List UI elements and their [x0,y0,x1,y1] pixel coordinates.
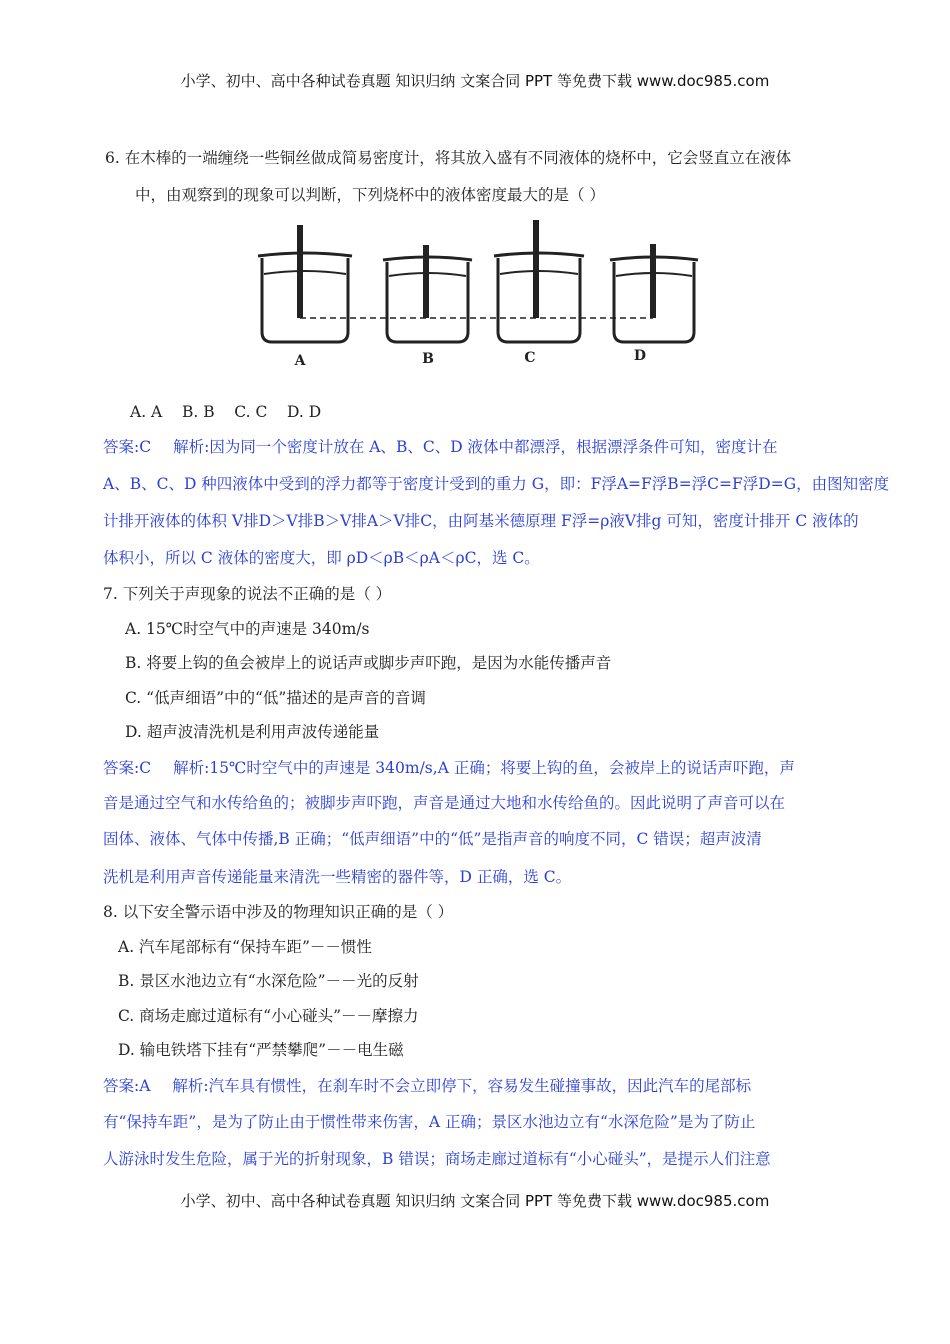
q8-option-d: D. 输电铁塔下挂有“严禁攀爬”－－电生磁 [118,1041,404,1059]
figure-label-d: D [633,348,647,364]
q7-option-c: C. “低声细语”中的“低”描述的是声音的音调 [125,689,426,707]
q7-answer-tag: 答案:C [103,759,152,777]
q8-analysis-line3: 人游泳时发生危险，属于光的折射现象，B 错误；商场走廊过道标有“小心碰头”，是提示人们注意 [103,1150,771,1168]
q7-option-a: A. 15℃时空气中的声速是 340m/s [125,620,370,638]
q8-option-c: C. 商场走廊过道标有“小心碰头”－－摩擦力 [118,1007,419,1025]
q6-analysis-line4: 体积小，所以 C 液体的密度大，即 ρD＜ρB＜ρA＜ρC，选 C。 [103,549,540,567]
beaker-c [494,220,584,342]
q8-option-b: B. 景区水池边立有“水深危险”－－光的反射 [118,972,419,990]
figure-label-b: B [422,351,434,367]
figure-label-c: C [524,350,536,366]
q6-analysis-line2: A、B、C、D 种四液体中受到的浮力都等于密度计受到的重力 G，即：F浮A=F浮B=浮C=F浮D=G，由图知密度 [103,475,890,493]
q7-analysis-line1: 解析:15℃时空气中的声速是 340m/s,A 正确；将要上钩的鱼，会被岸上的说话声吓跑，声 [173,759,795,777]
q8-analysis-line2: 有“保持车距”，是为了防止由于惯性带来伤害，A 正确；景区水池边立有“水深危险”是为了防止 [103,1113,756,1131]
q8-answer-tag: 答案:A [103,1077,151,1095]
q7-option-d: D. 超声波清洗机是利用声波传递能量 [125,723,380,741]
q6-answer [103,435,778,459]
q8-stem: 8. 以下安全警示语中涉及的物理知识正确的是（ ） [103,903,454,921]
q6-options: A. A B. B C. C D. D [130,403,322,421]
footer-banner: 小学、初中、高中各种试卷真题 知识归纳 文案合同 PPT 等免费下载 www.doc985.com [180,1192,770,1210]
q7-analysis-line3: 固体、液体、气体中传播,B 正确；“低声细语”中的“低”是指声音的响度不同，C 错误；超声波清 [103,830,762,848]
q7-stem: 7. 下列关于声现象的说法不正确的是（ ） [103,585,392,603]
q8-option-a: A. 汽车尾部标有“保持车距”－－惯性 [118,938,372,956]
q6-analysis-line1: 解析:因为同一个密度计放在 A、B、C、D 液体中都漂浮，根据漂浮条件可知，密度计在 [173,438,778,456]
beaker-a [258,225,352,342]
q6-stem-line1: 6. 在木棒的一端缠绕一些铜丝做成简易密度计，将其放入盛有不同液体的烧杯中，它会竖直立在液体 [105,149,792,167]
q7-analysis-line2: 音是通过空气和水传给鱼的；被脚步声吓跑，声音是通过大地和水传给鱼的。因此说明了声音可以在 [103,794,786,812]
beaker-b [383,245,472,342]
header-banner: 小学、初中、高中各种试卷真题 知识归纳 文案合同 PPT 等免费下载 www.doc985.com [180,72,770,90]
q7-option-b: B. 将要上钩的鱼会被岸上的说话声或脚步声吓跑，是因为水能传播声音 [125,654,612,672]
density-meter-figure [250,220,710,370]
q6-analysis-line3: 计排开液体的体积 V排D＞V排B＞V排A＞V排C，由阿基米德原理 F浮=ρ液V排g 可知，密度计排开 C 液体的 [103,512,859,530]
q8-answer [103,1074,751,1098]
beaker-d [610,244,698,342]
figure-label-a: A [294,353,306,369]
q7-analysis-line4: 洗机是利用声音传递能量来清洗一些精密的器件等，D 正确，选 C。 [103,868,572,886]
q7-answer [103,756,795,780]
q6-stem-line2: 中，由观察到的现象可以判断，下列烧杯中的液体密度最大的是（ ） [135,186,605,204]
q6-answer-tag: 答案:C [103,438,152,456]
q8-analysis-line1: 解析:汽车具有惯性，在刹车时不会立即停下，容易发生碰撞事故，因此汽车的尾部标 [172,1077,752,1095]
